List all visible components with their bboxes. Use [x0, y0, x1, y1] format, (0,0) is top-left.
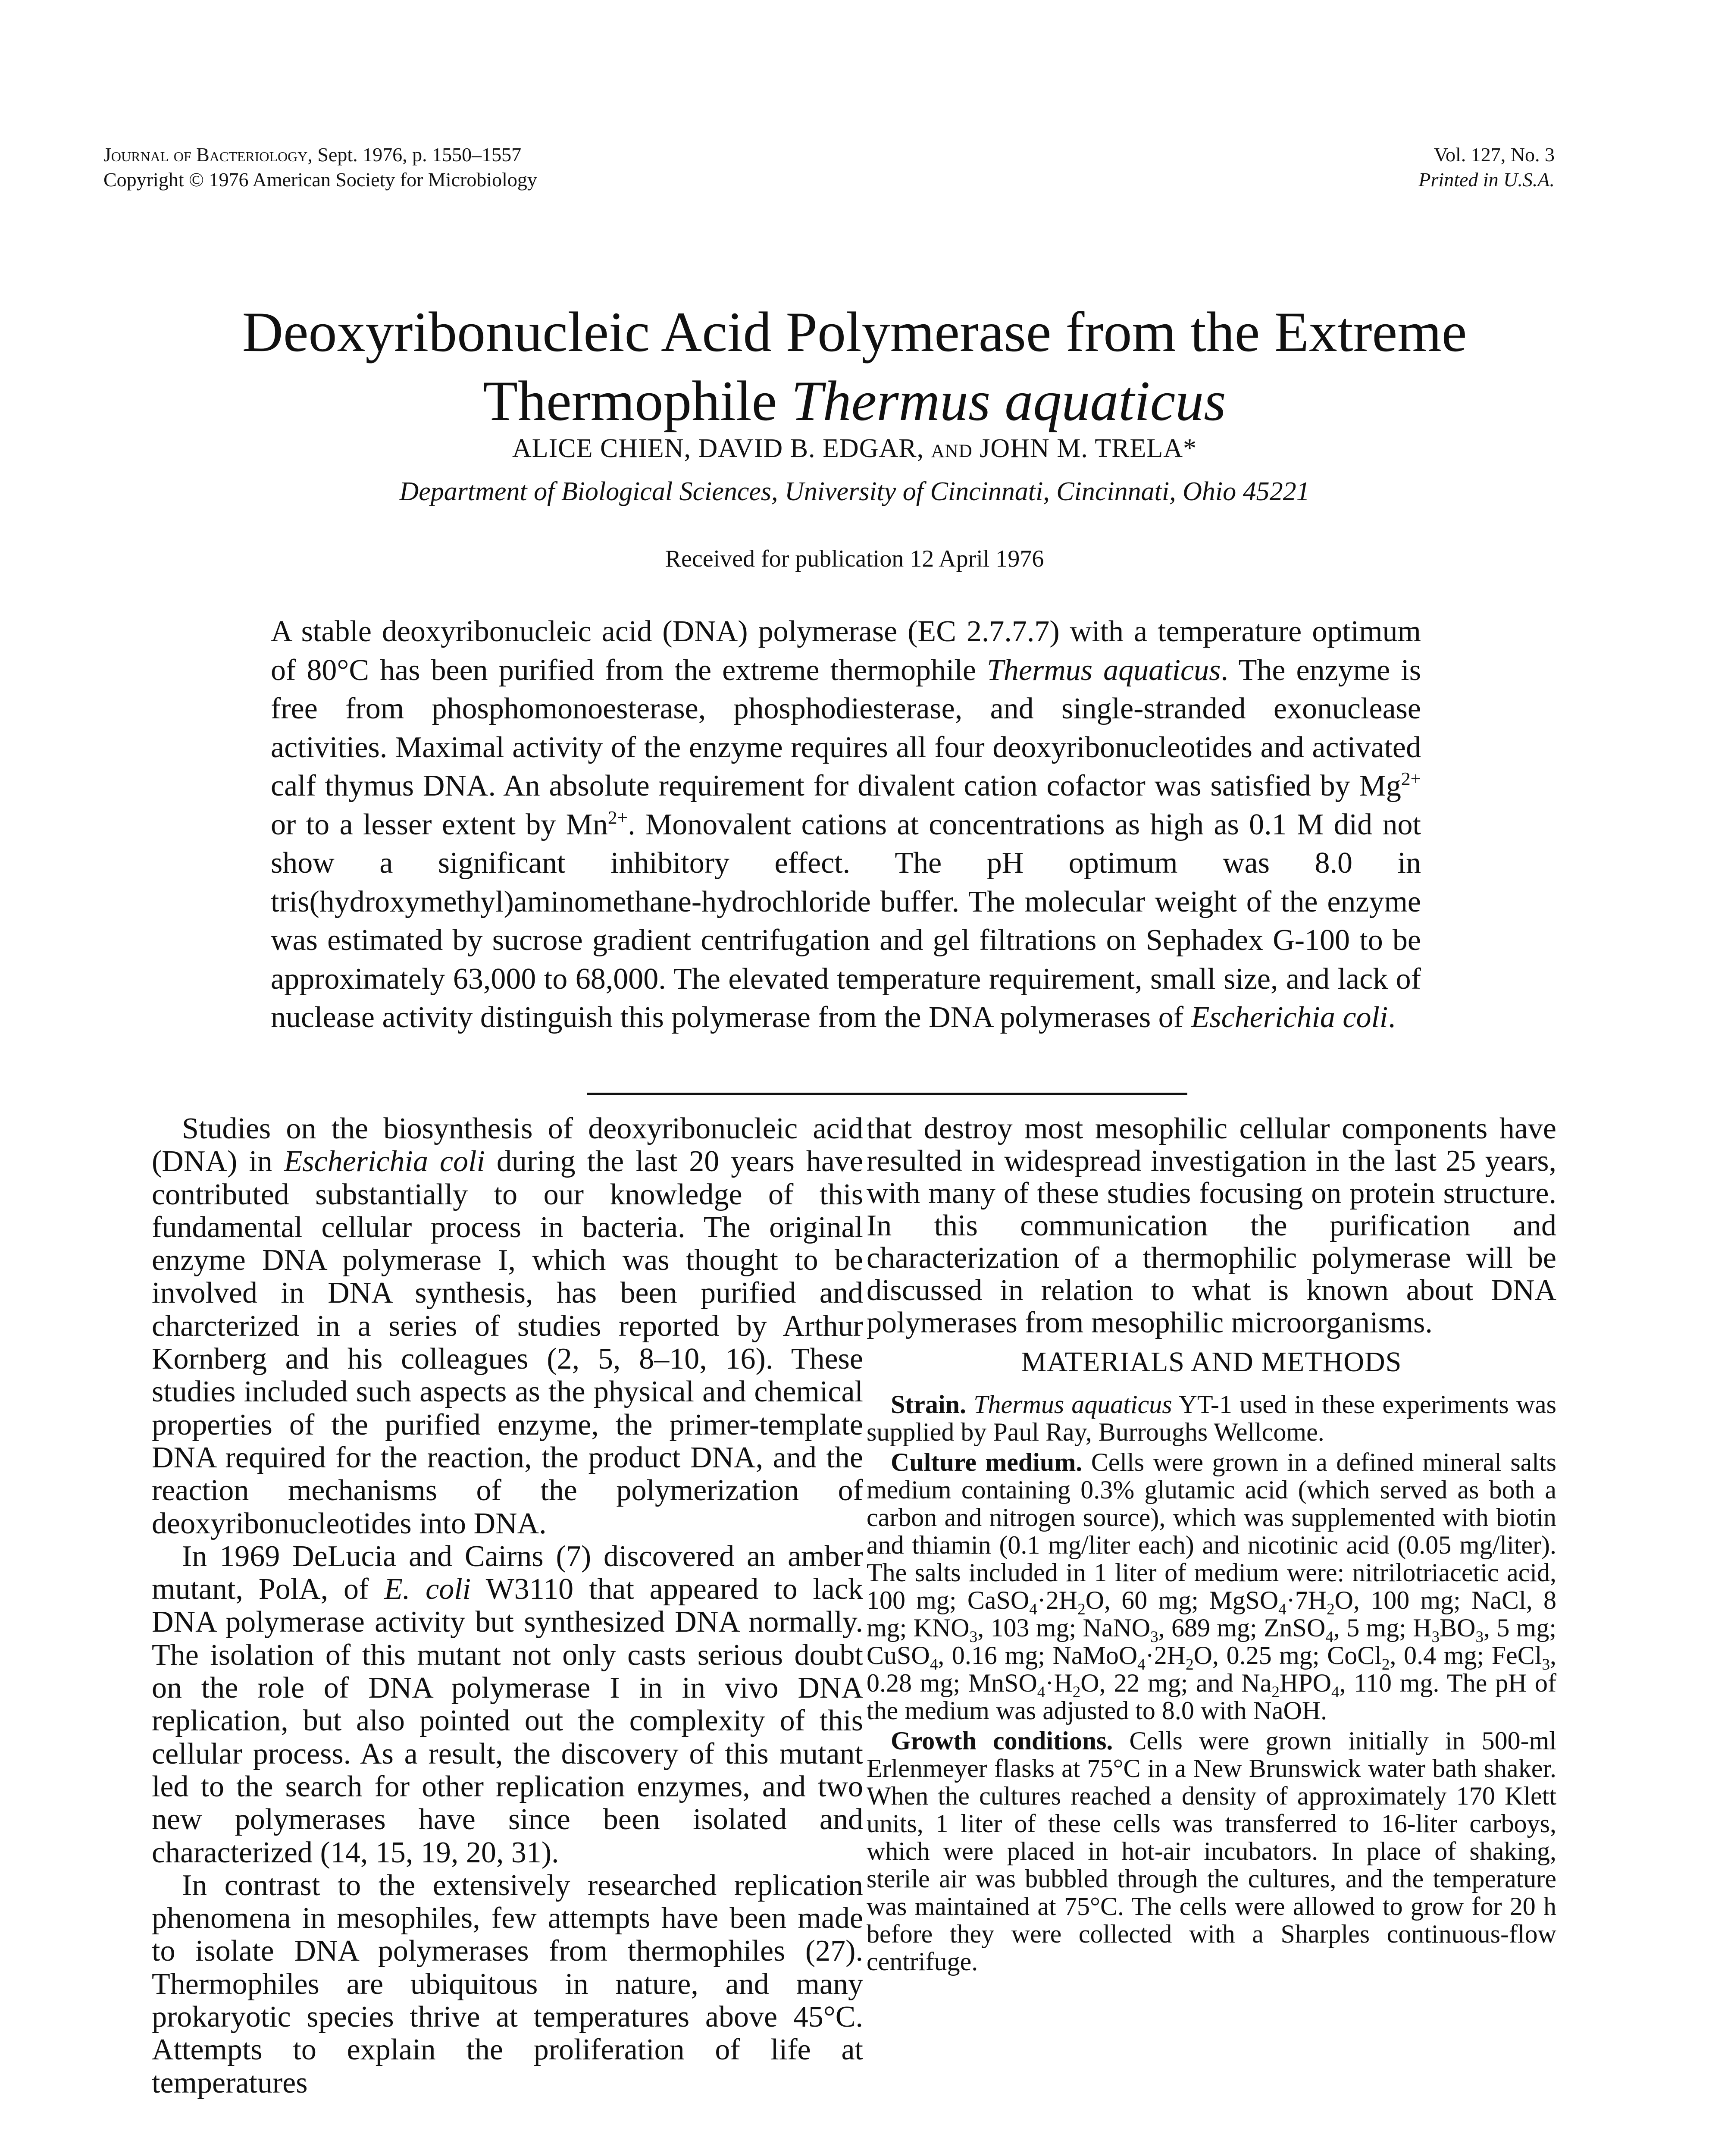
culture-medium-paragraph: Culture medium. Cells were grown in a defined mineral salts medium containing 0.3% glutamic acid (which served as both a carbon and nitrogen source), which was supplemented with biotin and thiamin (0.1 mg/liter each) and nicotinic acid (0.05 mg/liter). The salts included in 1 liter of medium were: nitrilotriacetic acid, 100 mg; $CaSO_4\cdot 2H_2O$, 60 mg; $MgSO_4\cdot 7H_2O$, 100 mg; NaCl, 8 mg; $KNO_3$, 103 mg; NaNO$_3$, 689 mg; ZnSO$_4$, 5 mg; $H_3BO_3$, 5 mg; CuSO$_4$, 0.16 mg; $NaMoO_4\cdot 2H_2O$, 0.25 mg; CoCl$_2$, 0.4 mg; FeCl$_3$, 0.28 mg; $MnSO_4\cdot H_2O$, 22 mg; and $Na_2HPO_4$, 110 mg. The pH of the medium was adjusted to 8.0 with NaOH.	[867, 1448, 1557, 1725]
title-line-2: Thermophile Thermus aquaticus	[483, 369, 1226, 432]
section-heading-methods: MATERIALS AND METHODS	[1021, 1346, 1402, 1378]
affiliation: Department of Biological Sciences, University of Cincinnati, Cincinnati, Ohio 45221	[399, 477, 1310, 506]
title-line-1: Deoxyribonucleic Acid Polymerase from the Extreme	[242, 300, 1467, 364]
title-species: Thermus aquaticus	[791, 369, 1226, 432]
journal-date-pages: , Sept. 1976, p. 1550–1557	[307, 144, 522, 166]
abstract: A stable deoxyribonucleic acid (DNA) polymerase (EC 2.7.7.7) with a temperature optimum of 80°C has been purified from the extreme thermophile Thermus aquaticus. The enzyme is free from phosphomonoesterase, phosphodiesterase, and single-stranded exonuclease activities. Maximal activity of the enzyme requires all four deoxyribonucleotides and activated calf thymus DNA. An absolute requirement for divalent cation cofactor was satisfied by $Mg^{2+}$ or to a lesser extent by $Mn^{2+}$. Monovalent cations at concentrations as high as 0.1 M did not show a significant inhibitory effect. The pH optimum was 8.0 in tris(hydroxymethyl)aminomethane-hydrochloride buffer. The molecular weight of the enzyme was estimated by sucrose gradient centrifugation and gel filtrations on Sephadex G-100 to be approximately 63,000 to 68,000. The elevated temperature requirement, small size, and lack of nuclease activity distinguish this polymerase from the DNA polymerases of Escherichia coli.	[271, 615, 1421, 1034]
journal-citation	[103, 142, 923, 167]
journal-name: Journal of Bacteriology	[103, 144, 308, 166]
copyright-line: Copyright © 1976 American Society for Microbiology	[103, 169, 537, 191]
running-header-left	[103, 142, 923, 192]
intro-continuation: that destroy most mesophilic cellular components have resulted in widespread investigation in the last 25 years, with many of these studies focusing on protein structure. In this communication the purification and characterization of a thermophilic polymerase will be discussed in relation to what is known about DNA polymerases from mesophilic microorganisms.	[867, 1112, 1556, 1339]
intro-paragraph-2: In 1969 DeLucia and Cairns (7) discovered an amber mutant, PolA, of E. coli W3110 that appeared to lack DNA polymerase activity but synthesized DNA normally. The isolation of this mutant not only casts serious doubt on the role of DNA polymerase I in in vivo DNA replication, but also pointed out the complexity of this cellular process. As a result, the discovery of this mutant led to the search for other replication enzymes, and two new polymerases have since been isolated and characterized (14, 15, 19, 20, 31).	[152, 1539, 863, 1869]
right-column	[867, 1112, 1556, 1975]
strain-paragraph: Strain. Thermus aquaticus YT-1 used in these experiments was supplied by Paul Ray, Burroughs Wellcome.	[867, 1390, 1557, 1446]
author-list: ALICE CHIEN, DAVID B. EDGAR, and JOHN M. TRELA*	[512, 434, 1197, 463]
running-header-right	[1167, 142, 1555, 192]
article-title	[129, 298, 1580, 436]
growth-conditions-paragraph: Growth conditions. Cells were grown initially in 500-ml Erlenmeyer flasks at 75°C in a New Brunswick water bath shaker. When the cultures reached a density of approximately 170 Klett units, 1 liter of these cells was transferred to 16-liter carboys, which were placed in hot-air incubators. In place of shaking, sterile air was bubbled through the cultures, and the temperature was maintained at 75°C. The cells were allowed to grow for 20 h before they were collected with a Sharples continuous-flow centrifuge.	[867, 1727, 1556, 1976]
intro-paragraph-1: Studies on the biosynthesis of deoxyribonucleic acid (DNA) in Escherichia coli during the last 20 years have contributed substantially to our knowledge of this fundamental cellular process in bacteria. The original enzyme DNA polymerase I, which was thought to be involved in DNA synthesis, has been purified and charcterized in a series of studies reported by Arthur Kornberg and his colleagues (2, 5, 8–10, 16). These studies included such aspects as the physical and chemical properties of the purified enzyme, the primer-template DNA required for the reaction, the product DNA, and the reaction mechanisms of the polymerization of deoxyribonucleotides into DNA.	[152, 1112, 864, 1540]
received-date: Received for publication 12 April 1976	[665, 545, 1044, 572]
printed-in: Printed in U.S.A.	[1418, 169, 1555, 191]
intro-paragraph-3: In contrast to the extensively researched replication phenomena in mesophiles, few attempts have been made to isolate DNA polymerases from thermophiles (27). Thermophiles are ubiquitous in nature, and many prokaryotic species thrive at temperatures above 45°C. Attempts to explain the proliferation of life at temperatures	[152, 1868, 863, 2100]
left-column	[152, 1112, 863, 2100]
abstract-divider	[587, 1093, 1187, 1095]
volume-issue: Vol. 127, No. 3	[1434, 144, 1555, 166]
